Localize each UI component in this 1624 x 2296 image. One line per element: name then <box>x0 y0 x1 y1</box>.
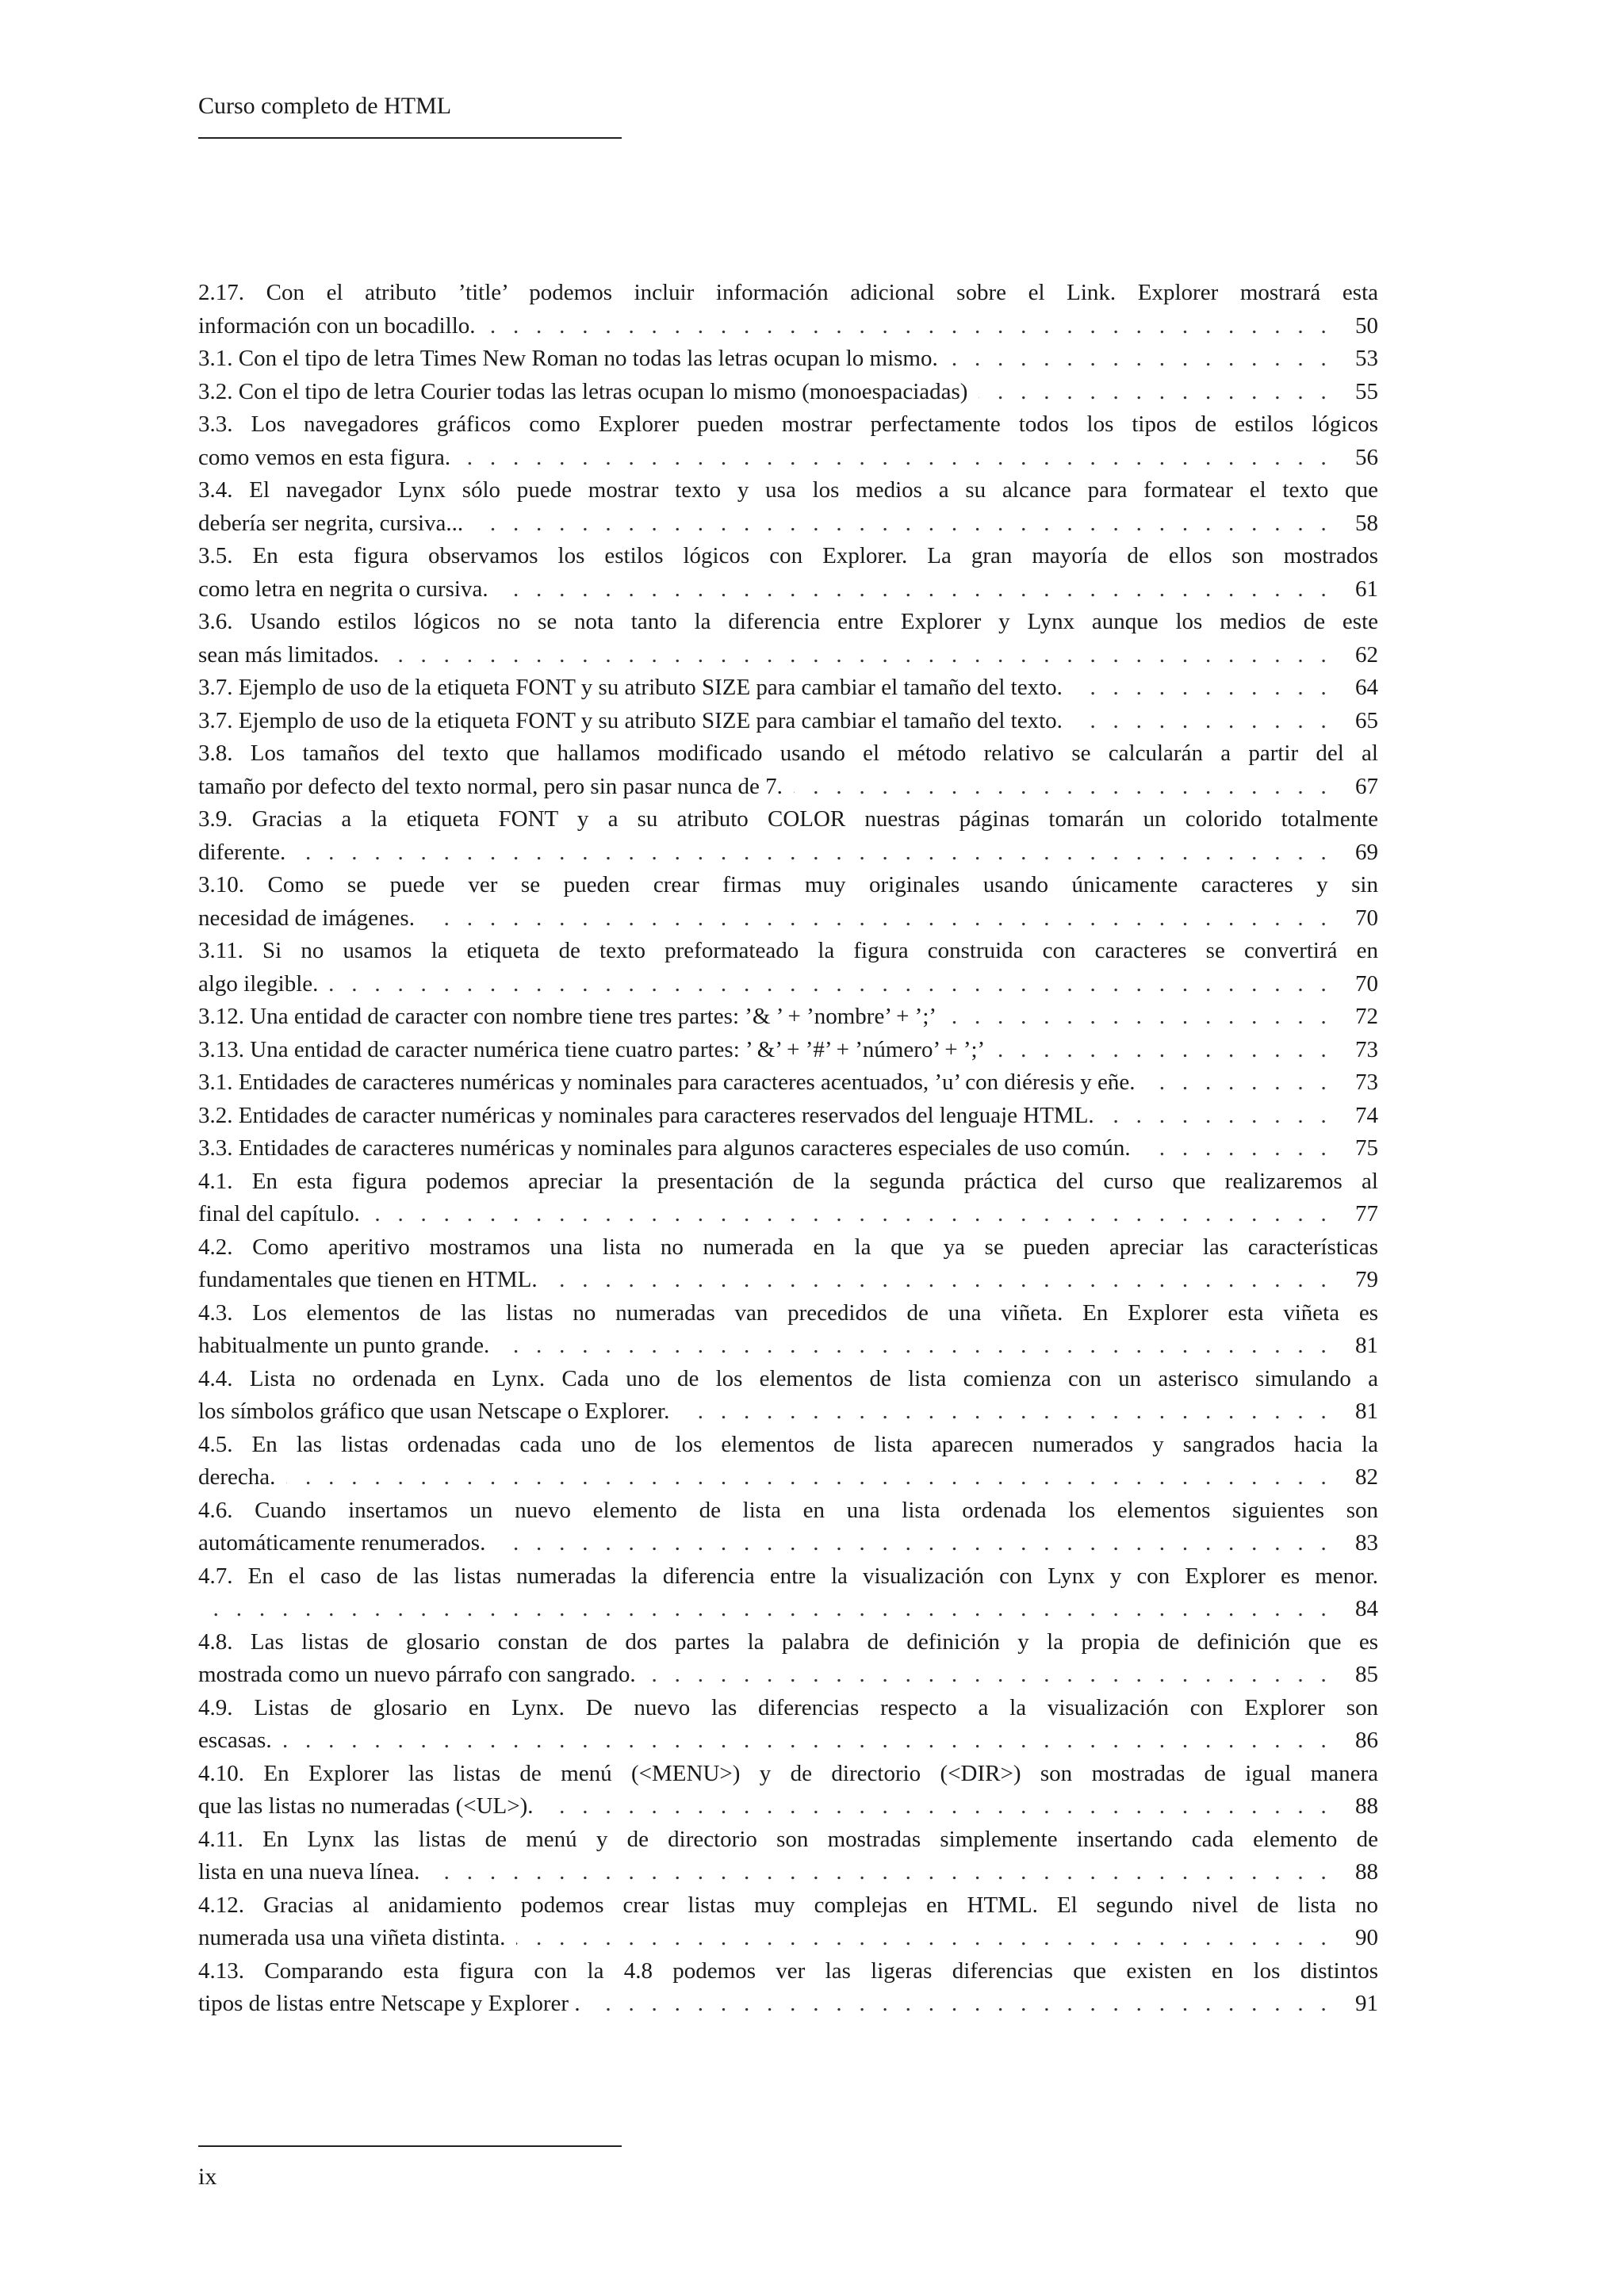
figure-entry-last-line <box>198 1659 1378 1692</box>
figure-entry[interactable] <box>198 1066 1378 1100</box>
figure-entry-last-line <box>198 1198 1378 1231</box>
figure-entry-caption-end: como letra en negrita o cursiva. <box>198 576 488 602</box>
figure-entry-page-number[interactable]: 56 <box>1355 444 1378 470</box>
figure-entry[interactable] <box>198 1100 1378 1133</box>
figure-entry-page-number[interactable]: 86 <box>1355 1728 1378 1753</box>
dot-leader <box>297 836 1332 870</box>
dot-leader <box>198 1593 1332 1626</box>
dot-leader <box>283 1724 1332 1758</box>
figure-entry[interactable] <box>198 1955 1378 2021</box>
figure-entry-caption-line: 4.8. Las listas de glosario constan de dos partes la palabra de definición y la propia de definición que es <box>198 1628 1378 1655</box>
figure-entry-caption-end: final del capítulo. <box>198 1201 360 1226</box>
dot-leader <box>462 442 1332 475</box>
dot-leader <box>680 1395 1332 1429</box>
dot-leader <box>996 1034 1332 1067</box>
figure-entry-last-line <box>198 968 1378 1001</box>
figure-entry-caption-end: derecha. <box>198 1464 276 1490</box>
dot-leader <box>474 507 1332 541</box>
figure-entry-last-line <box>198 1461 1378 1494</box>
figure-entry-last-line <box>198 1100 1378 1133</box>
dot-leader <box>948 1001 1332 1034</box>
figure-entry-caption-end: 3.2. Con el tipo de letra Courier todas las letras ocupan lo mismo (monoespaciadas) <box>198 378 968 404</box>
figure-entry-page-number[interactable]: 64 <box>1355 675 1378 700</box>
figure-entry-caption-end: necesidad de imágenes. <box>198 905 415 931</box>
figure-entry-page-number[interactable]: 70 <box>1355 905 1378 931</box>
figure-entry-caption-line: 3.3. Los navegadores gráficos como Explorer pueden mostrar perfectamente todos los tipos de estilos lógicos <box>198 411 1378 437</box>
figure-entry[interactable] <box>198 540 1378 606</box>
dot-leader <box>979 376 1332 409</box>
figure-entry-caption-end: fundamentales que tienen en HTML. <box>198 1267 538 1292</box>
figure-entry[interactable] <box>198 376 1378 409</box>
figure-entry-caption-end: 3.1. Con el tipo de letra Times New Roman no todas las letras ocupan lo mismo. <box>198 346 938 371</box>
running-header: Curso completo de HTML <box>198 93 452 119</box>
figure-entry-caption-end: 3.7. Ejemplo de uso de la etiqueta FONT y su atributo SIZE para cambiar el tamaño del texto. <box>198 675 1063 700</box>
page-folio: ix <box>198 2164 217 2190</box>
figure-entry[interactable] <box>198 1363 1378 1429</box>
figure-entry-page-number[interactable]: 53 <box>1355 346 1378 371</box>
figure-entry-page-number[interactable]: 81 <box>1355 1399 1378 1424</box>
figure-entry-last-line <box>198 1724 1378 1758</box>
figure-entry-caption-line: 4.12. Gracias al anidamiento podemos crear listas muy complejas en HTML. El segundo nivel de lista no <box>198 1892 1378 1918</box>
figure-entry-page-number[interactable]: 58 <box>1355 510 1378 536</box>
figure-entry-caption-end: 3.2. Entidades de caracter numéricas y nominales para caracteres reservados del lenguaje HTML. <box>198 1102 1094 1128</box>
figure-entry-caption-end: tamaño por defecto del texto normal, pero sin pasar nunca de 7. <box>198 773 783 799</box>
figure-entry[interactable] <box>198 1297 1378 1363</box>
figure-entry-last-line <box>198 342 1378 376</box>
dot-leader <box>496 1527 1332 1560</box>
figure-entry-last-line <box>198 1922 1378 1955</box>
figure-entry-caption-line: 3.6. Usando estilos lógicos no se nota tanto la diferencia entre Explorer y Lynx aunque los medios de este <box>198 609 1378 634</box>
figure-entry-page-number[interactable]: 88 <box>1355 1859 1378 1885</box>
figure-entry-page-number[interactable]: 74 <box>1355 1102 1378 1128</box>
figure-entry-last-line <box>198 376 1378 409</box>
figure-entry-caption-end: 3.7. Ejemplo de uso de la etiqueta FONT y su atributo SIZE para cambiar el tamaño del texto. <box>198 707 1063 733</box>
figure-entry-caption-line: 4.10. En Explorer las listas de menú (<MENU>) y de directorio (<DIR>) son mostradas de igual manera <box>198 1760 1378 1786</box>
dot-leader <box>426 902 1332 936</box>
figure-entry-page-number[interactable]: 79 <box>1355 1267 1378 1292</box>
dot-leader <box>592 1988 1332 2021</box>
figure-entry-page-number[interactable]: 84 <box>1355 1596 1378 1621</box>
figure-entry[interactable] <box>198 1758 1378 1823</box>
figure-entry-page-number[interactable]: 62 <box>1355 641 1378 668</box>
dot-leader <box>431 1856 1332 1889</box>
figure-entry[interactable] <box>198 408 1378 474</box>
figure-entry[interactable] <box>198 1692 1378 1758</box>
dot-leader <box>286 1461 1332 1494</box>
dot-leader <box>516 1922 1332 1955</box>
figure-entry-caption-end: información con un bocadillo. <box>198 312 476 339</box>
dot-leader <box>1074 672 1332 705</box>
dot-leader <box>1105 1100 1332 1133</box>
figure-entry[interactable] <box>198 672 1378 705</box>
figure-entry-caption-end: mostrada como un nuevo párrafo con sangrado. <box>198 1662 636 1687</box>
figure-entry-page-number[interactable]: 72 <box>1355 1004 1378 1029</box>
figure-entry-caption-line: 4.7. En el caso de las listas numeradas la diferencia entre la visualización con Lynx y con Explorer es menor. <box>198 1563 1378 1589</box>
figure-entry-caption-end: 3.12. Una entidad de caracter con nombre tiene tres partes: ’& ’ + ’nombre’ + ’;’ <box>198 1004 937 1029</box>
dot-leader <box>329 968 1332 1001</box>
figure-entry[interactable] <box>198 1494 1378 1560</box>
figure-entry-page-number[interactable]: 70 <box>1355 970 1378 997</box>
figure-entry-page-number[interactable]: 83 <box>1355 1530 1378 1556</box>
dot-leader <box>949 342 1332 376</box>
figure-entry[interactable] <box>198 1429 1378 1494</box>
figure-entry[interactable] <box>198 705 1378 738</box>
figure-entry-caption-line: 4.3. Los elementos de las listas no numeradas van precedidos de una viñeta. En Explorer esta viñeta es <box>198 1299 1378 1326</box>
figure-entry-last-line <box>198 310 1378 343</box>
figure-entry-caption-end: escasas. <box>198 1728 272 1753</box>
figure-entry-caption-end: numerada usa una viñeta distinta. <box>198 1925 506 1950</box>
dot-leader <box>390 639 1332 672</box>
figure-entry[interactable] <box>198 342 1378 376</box>
figure-entry-last-line <box>198 1527 1378 1560</box>
figure-entry-caption-line: 4.6. Cuando insertamos un nuevo elemento de lista en una lista ordenada los elementos siguientes son <box>198 1497 1378 1523</box>
figure-entry-last-line <box>198 1001 1378 1034</box>
figure-entry-caption-end: algo ilegible. <box>198 970 319 997</box>
figure-entry[interactable] <box>198 869 1378 935</box>
figure-entry-caption-end: tipos de listas entre Netscape y Explorer . <box>198 1991 580 2016</box>
dot-leader <box>487 310 1332 343</box>
figure-entry-last-line <box>198 639 1378 672</box>
figure-entry-caption-end: como vemos en esta figura. <box>198 444 451 470</box>
figure-entry-caption-line: 2.17. Con el atributo ’title’ podemos incluir información adicional sobre el Link. Explorer mostrará esta <box>198 280 1378 305</box>
figure-entry[interactable] <box>198 474 1378 540</box>
figure-entry-last-line <box>198 836 1378 870</box>
figure-entry-last-line <box>198 1330 1378 1363</box>
dot-leader <box>647 1659 1332 1692</box>
figure-entry-caption-line: 4.9. Listas de glosario en Lynx. De nuevo las diferencias respecto a la visualización con Explorer son <box>198 1694 1378 1720</box>
figure-entry-caption-end: debería ser negrita, cursiva... <box>198 510 464 536</box>
figure-entry-caption-line: 4.11. En Lynx las listas de menú y de directorio son mostradas simplemente insertando cada elemento de <box>198 1826 1378 1852</box>
figure-entry[interactable] <box>198 1165 1378 1231</box>
figure-entry-last-line <box>198 1066 1378 1100</box>
dot-leader <box>371 1198 1332 1231</box>
figure-entry-page-number[interactable]: 91 <box>1355 1991 1378 2016</box>
figure-entry-last-line <box>198 705 1378 738</box>
figure-entry[interactable] <box>198 1889 1378 1955</box>
figure-entry-last-line <box>198 1034 1378 1067</box>
figure-entry-last-line <box>198 1988 1378 2021</box>
figure-entry-page-number[interactable]: 85 <box>1355 1662 1378 1687</box>
figure-entry-caption-line: 4.4. Lista no ordenada en Lynx. Cada uno de los elementos de lista comienza con un asterisco simulando a <box>198 1365 1378 1391</box>
figure-entry-page-number[interactable]: 88 <box>1355 1793 1378 1819</box>
figure-entry[interactable] <box>198 1823 1378 1889</box>
dot-leader <box>1074 705 1332 738</box>
figure-entry-caption-end: 3.3. Entidades de caracteres numéricas y nominales para algunos caracteres especiales de uso común. <box>198 1135 1131 1161</box>
figure-entry[interactable] <box>198 935 1378 1001</box>
figure-entry[interactable] <box>198 1001 1378 1034</box>
figure-entry-page-number[interactable]: 69 <box>1355 839 1378 865</box>
figure-entry-last-line <box>198 1856 1378 1889</box>
figure-entry[interactable] <box>198 606 1378 672</box>
figure-entry[interactable] <box>198 803 1378 869</box>
figure-entry-page-number[interactable]: 82 <box>1355 1464 1378 1490</box>
figure-entry[interactable] <box>198 1231 1378 1297</box>
footer-rule <box>198 2145 622 2147</box>
figure-entry-last-line <box>198 902 1378 936</box>
figure-entry-caption-line: 3.5. En esta figura observamos los estilos lógicos con Explorer. La gran mayoría de ellos son mostrados <box>198 543 1378 568</box>
figure-entry-caption-line: 3.8. Los tamaños del texto que hallamos modificado usando el método relativo se calcularán a partir del al <box>198 740 1378 766</box>
figure-entry-last-line <box>198 1790 1378 1823</box>
figure-entry-caption-line: 4.1. En esta figura podemos apreciar la presentación de la segunda práctica del curso que realizaremos al <box>198 1168 1378 1194</box>
figure-entry-last-line <box>198 1593 1378 1626</box>
figure-entry-last-line <box>198 1132 1378 1165</box>
dot-leader <box>545 1790 1333 1823</box>
figure-entry-page-number[interactable]: 90 <box>1355 1925 1378 1950</box>
figure-entry-caption-end: habitualmente un punto grande. <box>198 1333 490 1358</box>
figure-entry-caption-line: 4.5. En las listas ordenadas cada uno de los elementos de lista aparecen numerados y sangrados hacia la <box>198 1431 1378 1457</box>
dot-leader <box>794 771 1332 804</box>
figure-entry-caption-line: 4.2. Como aperitivo mostramos una lista no numerada en la que ya se pueden apreciar las características <box>198 1234 1378 1260</box>
figure-entry-caption-line: 3.11. Si no usamos la etiqueta de texto preformateado la figura construida con caracteres se convertirá en <box>198 938 1378 963</box>
figure-entry-last-line <box>198 672 1378 705</box>
figure-entry-caption-end: que las listas no numeradas (<UL>). <box>198 1793 534 1819</box>
figure-entry[interactable] <box>198 277 1378 342</box>
figure-entry-caption-end: diferente. <box>198 839 286 865</box>
dot-leader <box>1146 1066 1332 1100</box>
figure-entry-page-number[interactable]: 73 <box>1355 1070 1378 1095</box>
dot-leader <box>500 573 1332 607</box>
figure-entry-caption-line: 3.4. El navegador Lynx sólo puede mostrar texto y usa los medios a su alcance para formatear el texto que <box>198 477 1378 503</box>
figure-entry-page-number[interactable]: 55 <box>1355 378 1378 404</box>
figure-entry-page-number[interactable]: 67 <box>1355 773 1378 799</box>
list-of-figures <box>198 277 1378 2021</box>
figure-entry-last-line <box>198 442 1378 475</box>
figure-entry[interactable] <box>198 1034 1378 1067</box>
figure-entry-page-number[interactable]: 65 <box>1355 707 1378 733</box>
figure-entry-caption-end: sean más limitados. <box>198 641 379 668</box>
figure-entry-caption-line: 3.9. Gracias a la etiqueta FONT y a su atributo COLOR nuestras páginas tomarán un colorido totalmente <box>198 806 1378 832</box>
figure-entry-caption-line: 4.13. Comparando esta figura con la 4.8 podemos ver las ligeras diferencias que existen en los distintos <box>198 1957 1378 1984</box>
figure-entry-last-line <box>198 771 1378 804</box>
dot-leader <box>1142 1132 1332 1165</box>
figure-entry-page-number[interactable]: 50 <box>1355 312 1378 339</box>
dot-leader <box>549 1264 1332 1297</box>
figure-entry-caption-line: 3.10. Como se puede ver se pueden crear firmas muy originales usando únicamente caracteres y sin <box>198 872 1378 897</box>
figure-entry-page-number[interactable]: 77 <box>1355 1201 1378 1226</box>
figure-entry-page-number[interactable]: 81 <box>1355 1333 1378 1358</box>
figure-entry-caption-end: automáticamente renumerados. <box>198 1530 486 1556</box>
figure-entry-page-number[interactable]: 75 <box>1355 1135 1378 1161</box>
figure-entry-last-line <box>198 573 1378 607</box>
header-rule <box>198 137 622 139</box>
figure-entry[interactable] <box>198 737 1378 803</box>
figure-entry-caption-end: 3.1. Entidades de caracteres numéricas y nominales para caracteres acentuados, ’u’ con diéresis y eñe. <box>198 1070 1136 1095</box>
figure-entry[interactable] <box>198 1132 1378 1165</box>
figure-entry-caption-end: lista en una nueva línea. <box>198 1859 420 1885</box>
dot-leader <box>500 1330 1332 1363</box>
figure-entry-page-number[interactable]: 61 <box>1355 576 1378 602</box>
figure-entry-caption-end: 3.13. Una entidad de caracter numérica tiene cuatro partes: ’ &’ + ’#’ + ’número’ + ’;’ <box>198 1036 986 1062</box>
figure-entry-last-line <box>198 1395 1378 1429</box>
figure-entry-page-number[interactable]: 73 <box>1355 1036 1378 1062</box>
figure-entry[interactable] <box>198 1560 1378 1626</box>
figure-entry[interactable] <box>198 1626 1378 1692</box>
figure-entry-last-line <box>198 507 1378 541</box>
figure-entry-caption-end: los símbolos gráfico que usan Netscape o Explorer. <box>198 1399 670 1424</box>
figure-entry-last-line <box>198 1264 1378 1297</box>
